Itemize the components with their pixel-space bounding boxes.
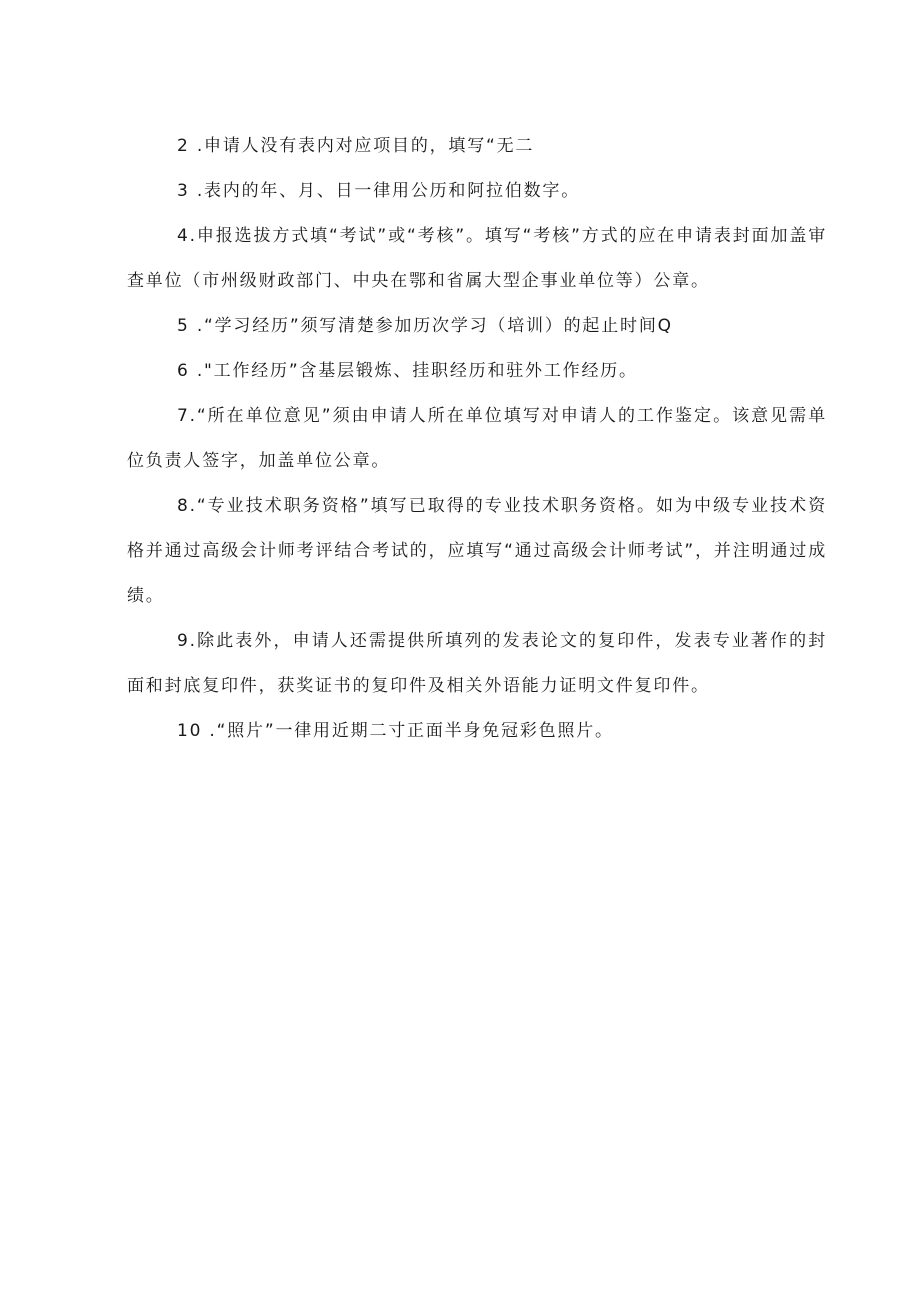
instructions-list xyxy=(127,124,827,754)
instruction-item-2: 2 .申请人没有表内对应项目的，填写“无二 xyxy=(177,136,535,156)
instruction-item-3: 3 .表内的年、月、日一律用公历和阿拉伯数字。 xyxy=(177,181,581,201)
instruction-item-5: 5 .“学习经历”须写清楚参加历次学习（培训）的起止时间Q xyxy=(177,316,673,336)
instruction-item-4: 4.申报选拔方式填“考试”或“考核”。填写“考核”方式的应在申请表封面加盖审查单位（市州级财政部门、中央在鄂和省属大型企事业单位等）公章。 xyxy=(127,226,827,291)
instruction-item-10: 10 .“照片”一律用近期二寸正面半身免冠彩色照片。 xyxy=(177,721,614,741)
instruction-item-8: 8.“专业技术职务资格”填写已取得的专业技术职务资格。如为中级专业技术资格并通过高级会计师考评结合考试的，应填写“通过高级会计师考试”，并注明通过成绩。 xyxy=(127,496,827,606)
instruction-item-6: 6 ."工作经历”含基层锻炼、挂职经历和驻外工作经历。 xyxy=(177,361,638,381)
instruction-item-9: 9.除此表外，申请人还需提供所填列的发表论文的复印件，发表专业著作的封面和封底复印件，获奖证书的复印件及相关外语能力证明文件复印件。 xyxy=(127,631,827,696)
instruction-item-7: 7.“所在单位意见”须由申请人所在单位填写对申请人的工作鉴定。该意见需单位负责人签字，加盖单位公章。 xyxy=(127,406,827,471)
